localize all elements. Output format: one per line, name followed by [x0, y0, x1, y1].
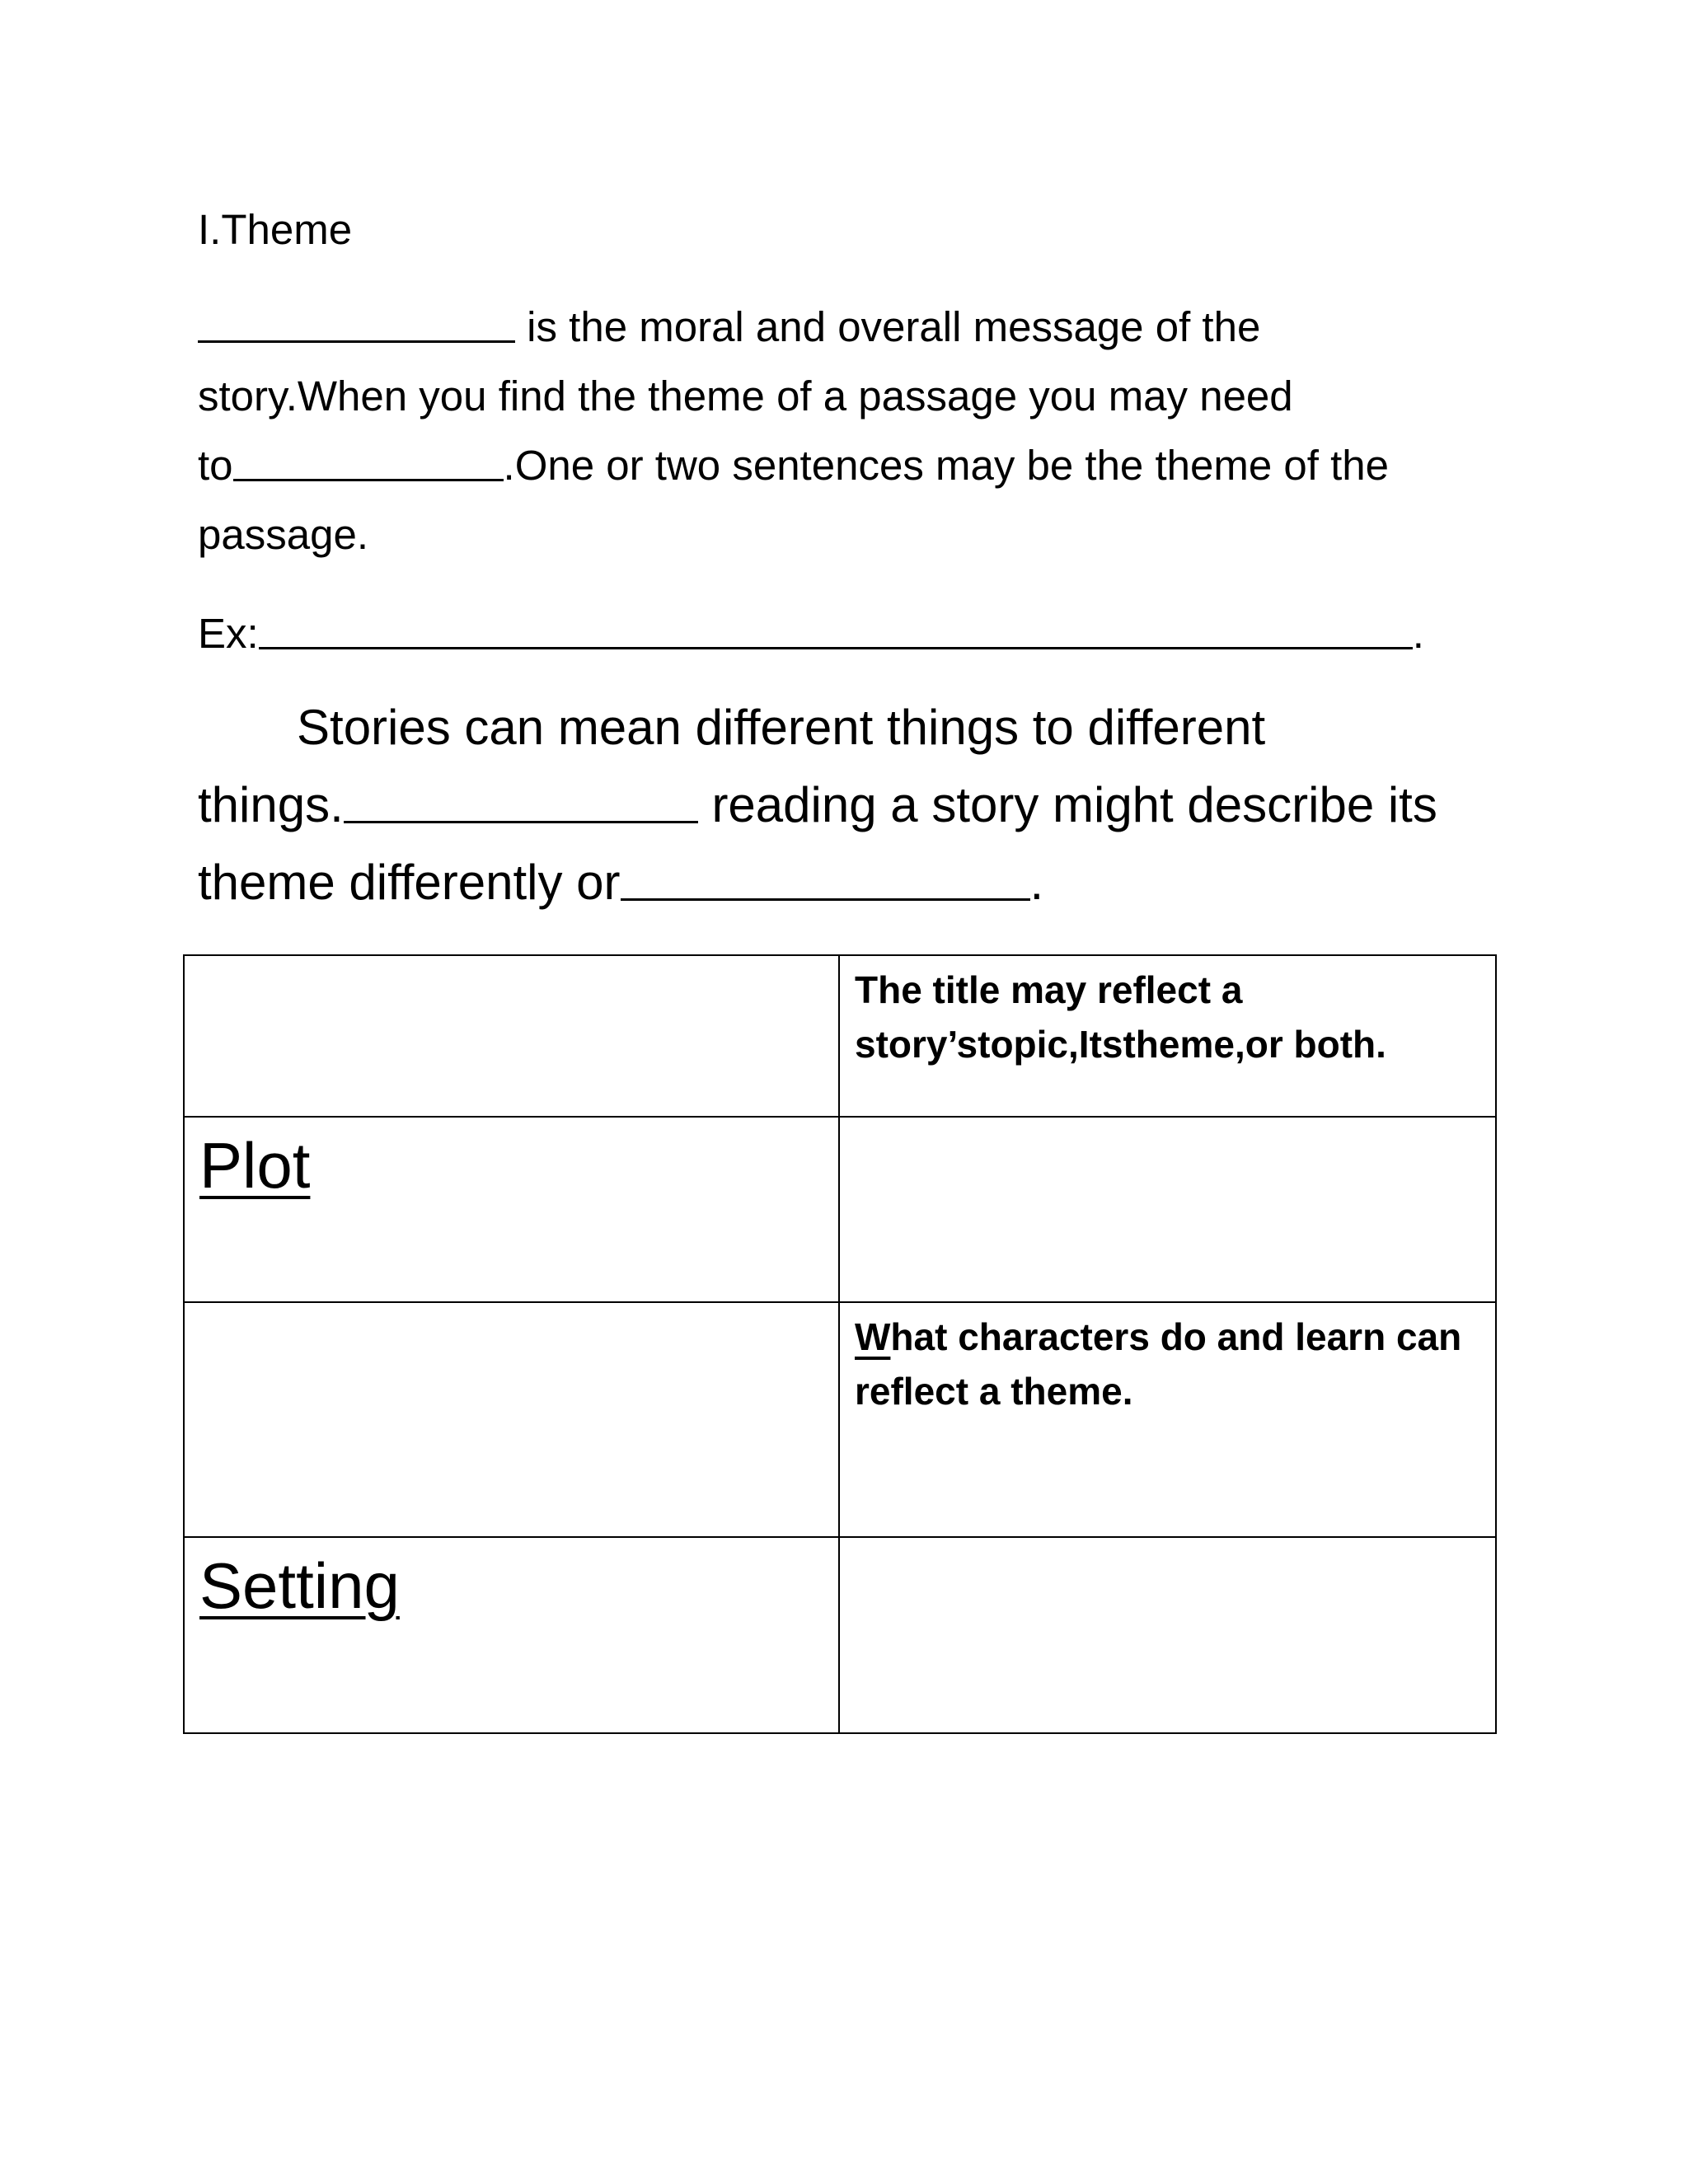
paragraph2-line3 [198, 844, 1043, 921]
paragraph2-line2 [198, 766, 1437, 844]
paragraph1-line4 [198, 500, 368, 569]
example-label: Ex: [198, 610, 259, 657]
characters-note-text: hat characters do and learn can reflect a theme. [855, 1315, 1462, 1413]
table-row [184, 1117, 1496, 1302]
setting-heading-cell [184, 1537, 839, 1733]
paragraph1-line3 [198, 431, 1389, 500]
paragraph1-line4-text: passage. [198, 511, 368, 558]
answer-blank[interactable] [233, 437, 504, 481]
table-cell-empty[interactable] [839, 1537, 1496, 1733]
paragraph1-line2 [198, 362, 1293, 431]
table-row [184, 955, 1496, 1117]
paragraph1-line2-text: story.When you find the theme of a passage you may need [198, 373, 1293, 419]
paragraph2-line2-suffix: reading a story might describe its [697, 777, 1437, 832]
paragraph2-line1-text: Stories can mean different things to different [297, 700, 1266, 755]
title-note-text: The title may reflect a story’stopic,Itstheme,or both. [855, 968, 1386, 1066]
table-cell-empty[interactable] [839, 1117, 1496, 1302]
plot-heading: Plot [199, 1129, 311, 1202]
paragraph2-line1 [297, 689, 1265, 766]
plot-heading-cell [184, 1117, 839, 1302]
table-row [184, 1302, 1496, 1537]
answer-blank[interactable] [344, 771, 698, 823]
characters-note-cell [839, 1302, 1496, 1537]
paragraph2-line2-prefix: things. [198, 777, 344, 832]
example-line [198, 599, 1424, 668]
table-cell-empty[interactable] [184, 955, 839, 1117]
table-row [184, 1537, 1496, 1733]
paragraph1-line3-prefix: to [198, 442, 233, 489]
paragraph1-line1 [198, 293, 1260, 362]
theme-elements-table [183, 954, 1497, 1734]
section-title [198, 195, 352, 265]
example-blank[interactable] [259, 605, 1413, 649]
characters-note-first-letter: W [855, 1315, 891, 1358]
table-cell-empty[interactable] [184, 1302, 839, 1537]
paragraph1-line3-suffix: .One or two sentences may be the theme of the [503, 442, 1389, 489]
example-end: . [1412, 610, 1424, 657]
paragraph2-line3-prefix: theme differently or [198, 855, 621, 910]
setting-heading: Setting [199, 1549, 400, 1622]
answer-blank[interactable] [198, 298, 515, 343]
paragraph1-line1-text: is the moral and overall message of the [515, 303, 1261, 350]
section-title-text: I.Theme [198, 206, 353, 253]
answer-blank[interactable] [621, 849, 1030, 901]
paragraph2-line3-suffix: . [1029, 855, 1044, 910]
title-note-cell [839, 955, 1496, 1117]
